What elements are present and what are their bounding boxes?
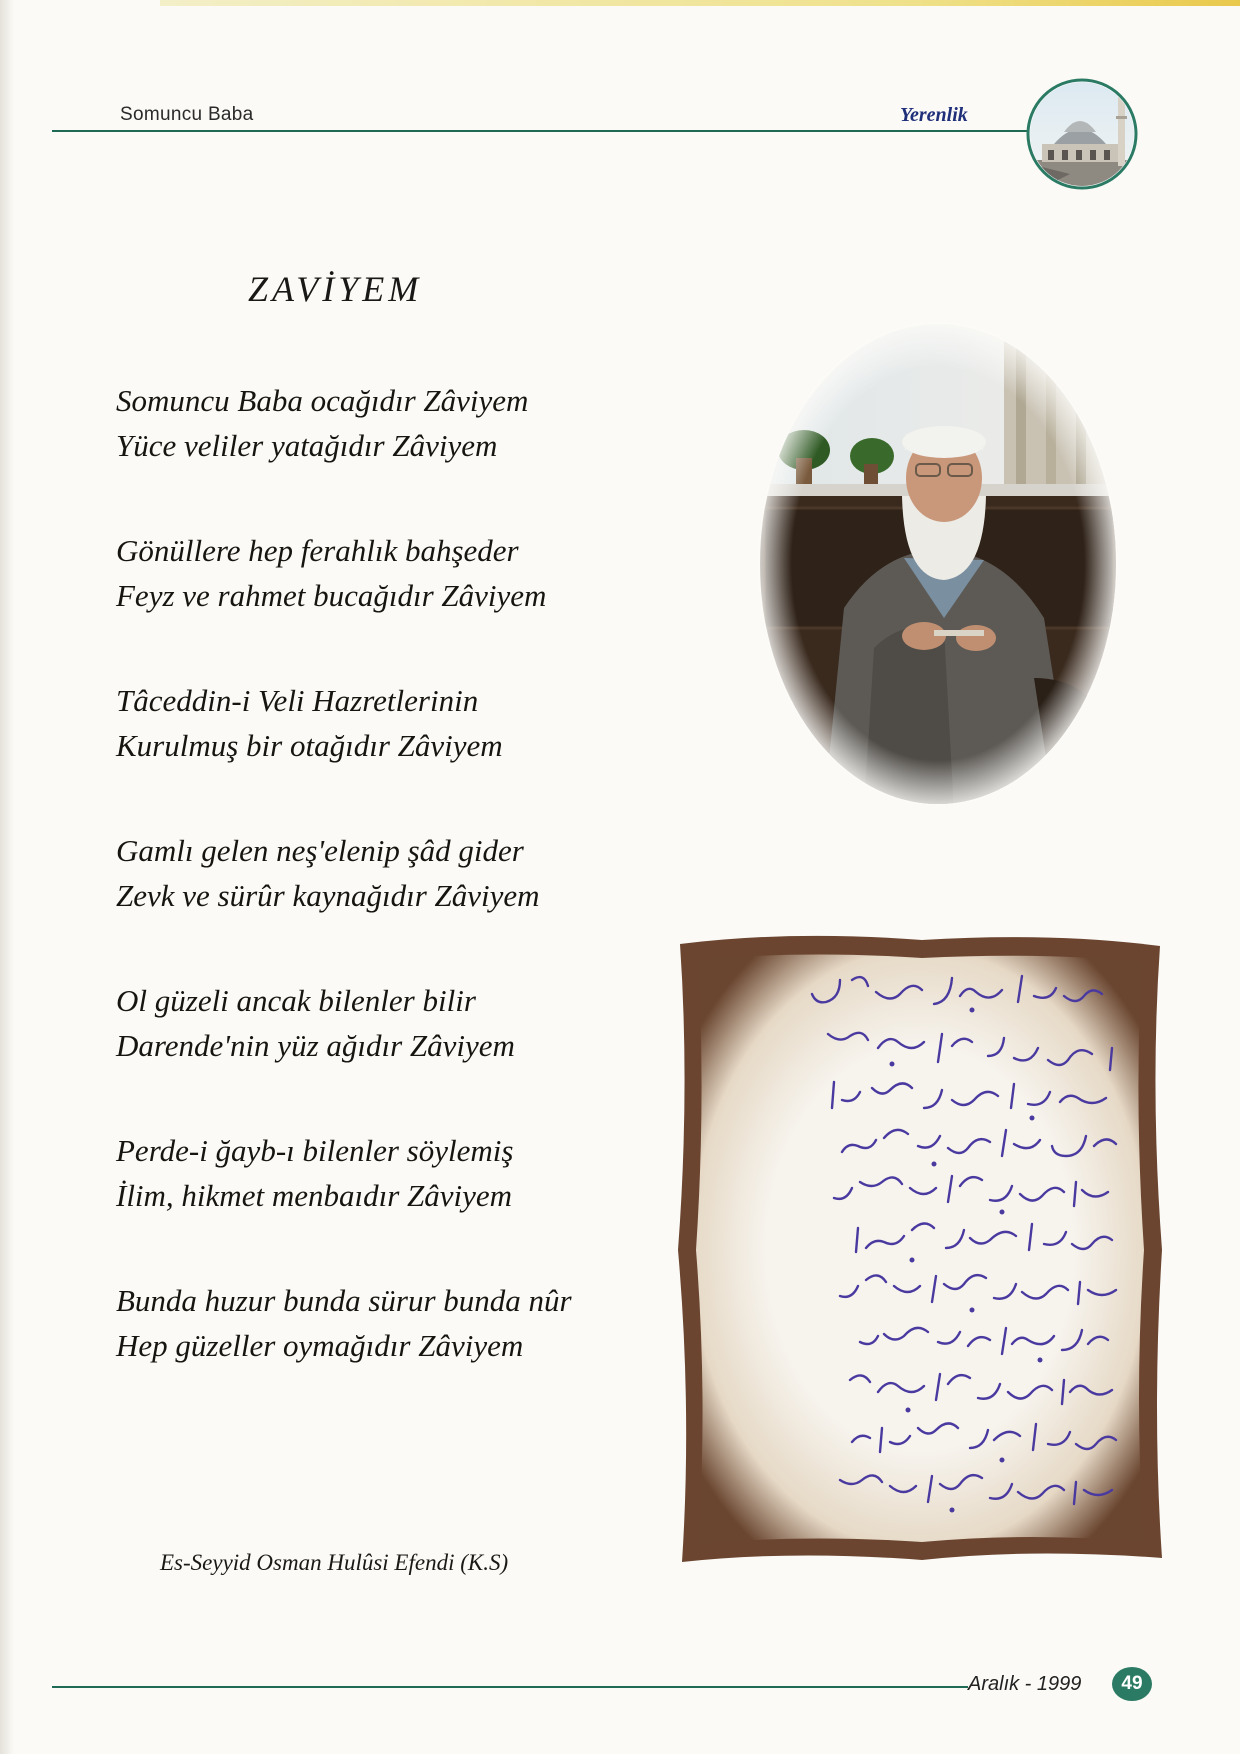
issue-date: Aralık - 1999 (968, 1673, 1082, 1695)
poem-author: Es-Seyyid Osman Hulûsi Efendi (K.S) (160, 1550, 509, 1575)
poem-line: İlim, hikmet menbaıdır Zâviyem (116, 1178, 513, 1213)
footer-rule (52, 1686, 968, 1688)
poem-stanza (116, 828, 676, 918)
poem-line: Zevk ve sürûr kaynağıdır Zâviyem (116, 878, 540, 913)
poem-line: Tâceddin-i Veli Hazretlerinin (116, 683, 479, 718)
poem-stanza (116, 678, 676, 768)
mosque-emblem-image (1020, 74, 1150, 198)
poem-body (116, 378, 676, 1428)
poem-line: Kurulmuş bir otağıdır Zâviyem (116, 728, 503, 763)
poem-line: Ol güzeli ancak bilenler bilir (116, 983, 476, 1018)
poem-line: Bunda huzur bunda sürur bunda nûr (116, 1283, 572, 1318)
handwritten-manuscript-image (672, 930, 1168, 1568)
top-color-stripe (160, 0, 1240, 6)
poem-stanza (116, 1278, 676, 1368)
poem-line: Perde-i ğayb-ı bilenler söylemiş (116, 1133, 514, 1168)
page-number-badge: 49 (1112, 1667, 1152, 1701)
poem-line: Hep güzeller oymağıdır Zâviyem (116, 1328, 524, 1363)
poem-title: ZAVİYEM (248, 269, 423, 309)
page-edge-shadow (0, 0, 14, 1754)
poem-line: Gamlı gelen neş'elenip şâd gider (116, 833, 524, 868)
portrait-photo (754, 318, 1122, 810)
poem-line: Darende'nin yüz ağıdır Zâviyem (116, 1028, 515, 1063)
poem-stanza (116, 378, 676, 468)
poem-line: Feyz ve rahmet bucağıdır Zâviyem (116, 578, 547, 613)
poem-line: Yüce veliler yatağıdır Zâviyem (116, 428, 498, 463)
poem-line: Somuncu Baba ocağıdır Zâviyem (116, 383, 529, 418)
poem-stanza (116, 528, 676, 618)
header-rule (52, 130, 1062, 132)
poem-stanza (116, 1128, 676, 1218)
magazine-name: Somuncu Baba (120, 104, 254, 125)
poem-line: Gönüllere hep ferahlık bahşeder (116, 533, 519, 568)
poem-stanza (116, 978, 676, 1068)
section-title: Yerenlik (900, 104, 968, 126)
